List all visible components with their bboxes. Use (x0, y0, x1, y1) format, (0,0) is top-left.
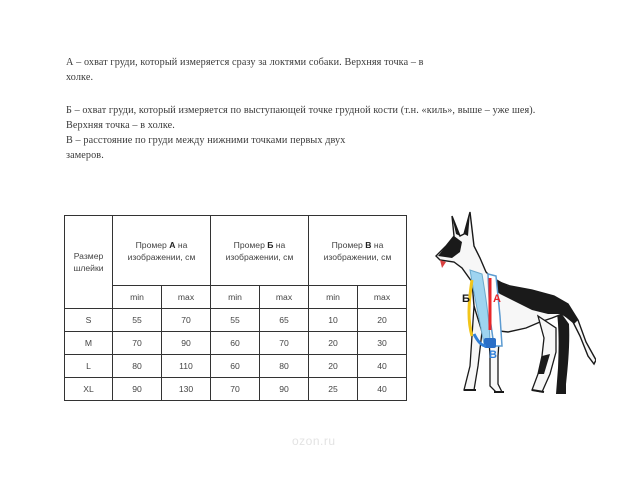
size-cell: M (65, 332, 113, 355)
table-cell: 90 (113, 378, 162, 401)
label-b: Б (462, 293, 470, 305)
description-b-line2: Верхняя точка – в холке. (66, 120, 175, 131)
size-cell: XL (65, 378, 113, 401)
table-cell: 40 (358, 378, 407, 401)
table-cell: 90 (260, 378, 309, 401)
table-cell: 90 (162, 332, 211, 355)
group-header-c: Промер В на изображении, см (309, 216, 407, 286)
table-row (65, 309, 407, 332)
table-cell: 80 (113, 355, 162, 378)
subheader-cell: max (162, 286, 211, 309)
description-b-line1: Б – охват груди, который измеряется по выступающей точке грудной кости (т.н. «киль», выше – уже шея). (66, 105, 536, 116)
description-a-line2: холке. (66, 72, 94, 83)
description-b (66, 103, 606, 133)
table-cell: 130 (162, 378, 211, 401)
subheader-cell: min (113, 286, 162, 309)
table-cell: 20 (358, 309, 407, 332)
table-cell: 70 (211, 378, 260, 401)
size-cell: S (65, 309, 113, 332)
table-cell: 55 (211, 309, 260, 332)
table-row (65, 355, 407, 378)
table-cell: 65 (260, 309, 309, 332)
table-cell: 70 (113, 332, 162, 355)
description-a-line1: А – охват груди, который измеряется сразу за локтями собаки. Верхняя точка – в (66, 57, 424, 68)
table-cell: 25 (309, 378, 358, 401)
watermark: ozon.ru (292, 434, 336, 448)
table-cell: 60 (211, 332, 260, 355)
subheader-cell: min (309, 286, 358, 309)
description-a (66, 55, 486, 85)
size-column-header: Размер шлейки (65, 216, 113, 309)
size-cell: L (65, 355, 113, 378)
measure-line-b (469, 280, 472, 336)
label-c: В (489, 349, 497, 361)
group-header-b: Промер Б на изображении, см (211, 216, 309, 286)
subheader-cell: max (358, 286, 407, 309)
dog-harness-illustration (428, 206, 596, 404)
table-header-row (65, 216, 407, 286)
table-cell: 80 (260, 355, 309, 378)
table-subheader-row (65, 286, 407, 309)
table-cell: 40 (358, 355, 407, 378)
description-c-line1: В – расстояние по груди между нижними точками первых двух (66, 135, 346, 146)
table-cell: 55 (113, 309, 162, 332)
description-c (66, 133, 396, 163)
table-row (65, 378, 407, 401)
table-cell: 110 (162, 355, 211, 378)
table-cell: 20 (309, 355, 358, 378)
table-cell: 20 (309, 332, 358, 355)
table-cell: 30 (358, 332, 407, 355)
table-cell: 10 (309, 309, 358, 332)
size-table (64, 215, 407, 401)
group-header-a: Промер А на изображении, см (113, 216, 211, 286)
table-row (65, 332, 407, 355)
subheader-cell: max (260, 286, 309, 309)
description-c-line2: замеров. (66, 150, 104, 161)
table-cell: 70 (162, 309, 211, 332)
table-cell: 70 (260, 332, 309, 355)
dog-silhouette (436, 212, 596, 394)
subheader-cell: min (211, 286, 260, 309)
label-a: А (493, 293, 501, 305)
table-cell: 60 (211, 355, 260, 378)
